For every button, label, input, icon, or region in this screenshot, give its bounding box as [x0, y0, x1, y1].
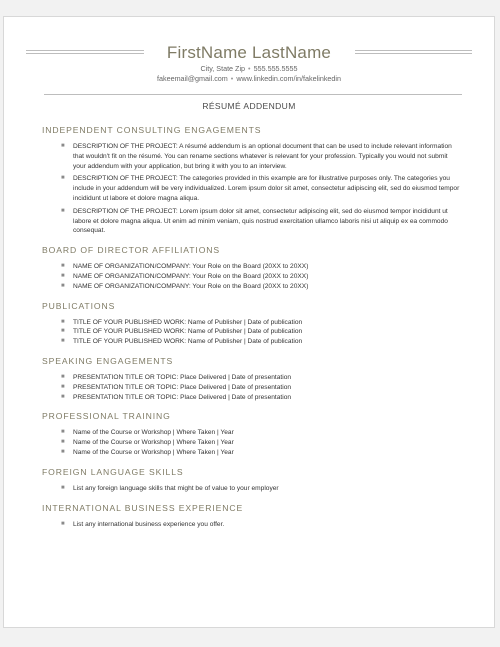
square-bullet-icon: ■ — [61, 520, 65, 527]
list-item-text: TITLE OF YOUR PUBLISHED WORK: Name of Publisher | Date of publication — [73, 318, 303, 326]
section-item-list — [42, 318, 462, 347]
list-item — [42, 327, 462, 337]
list-item — [42, 383, 462, 393]
section-heading: FOREIGN LANGUAGE SKILLS — [42, 466, 184, 477]
section-heading: INTERNATIONAL BUSINESS EXPERIENCE — [42, 502, 244, 513]
square-bullet-icon: ■ — [61, 282, 65, 289]
resume-header — [4, 17, 494, 81]
square-bullet-icon: ■ — [61, 272, 65, 279]
document-title: RÉSUMÉ ADDENDUM — [202, 101, 296, 111]
contact-linkedin[interactable]: www.linkedin.com/in/fakelinkedin — [236, 74, 341, 83]
contact-location: City, State Zip — [200, 64, 246, 73]
list-item-text: TITLE OF YOUR PUBLISHED WORK: Name of Publisher | Date of publication — [73, 328, 303, 336]
section-item-list — [42, 484, 462, 494]
list-item-text: Name of the Course or Workshop | Where Taken | Year — [73, 429, 234, 437]
list-item-text: NAME OF ORGANIZATION/COMPANY: Your Role on the Board (20XX to 20XX) — [73, 282, 309, 290]
list-item — [42, 142, 462, 171]
square-bullet-icon: ■ — [61, 263, 65, 270]
list-item — [42, 484, 462, 494]
list-item-text: List any international business experience you offer. — [73, 520, 225, 528]
contact-email[interactable]: fakeemail@gmail.com — [156, 74, 228, 83]
contact-separator: • — [248, 64, 251, 73]
list-item-text: DESCRIPTION OF THE PROJECT: A résumé addendum is an optional document that can be used to include relevant information that wouldn't fit on the résumé. You can rename sections whatever is relevant for your profession. Typically you would not submit your addendum with your application, but bring it with you to an interview. — [73, 143, 452, 170]
list-item-text: List any foreign language skills that might be of value to your employer — [73, 484, 279, 492]
section-heading: SPEAKING ENGAGEMENTS — [42, 355, 174, 366]
list-item — [42, 373, 462, 383]
list-item-text: Name of the Course or Workshop | Where Taken | Year — [73, 439, 234, 447]
section-heading: BOARD OF DIRECTOR AFFILIATIONS — [42, 245, 221, 256]
list-item — [42, 438, 462, 448]
square-bullet-icon: ■ — [61, 373, 65, 380]
list-item — [42, 448, 462, 458]
square-bullet-icon: ■ — [61, 439, 65, 446]
list-item — [42, 282, 462, 292]
contact-line-online — [4, 74, 494, 83]
resume-addendum-page — [3, 16, 495, 628]
list-item-text: Name of the Course or Workshop | Where Taken | Year — [73, 448, 234, 456]
candidate-name: FirstName LastName — [166, 43, 332, 62]
square-bullet-icon: ■ — [61, 448, 65, 455]
list-item-text: DESCRIPTION OF THE PROJECT: Lorem ipsum dolor sit amet, consectetur adipiscing elit, sed do eiusmod tempor incididunt ut labore et dolore magna aliqua. Ut enim ad minim veniam, quis nostrud exercitation ullamco laboris nisi ut aliquip ex ea commodo consequat. — [73, 207, 448, 235]
list-item — [42, 207, 462, 236]
list-item — [42, 520, 462, 530]
list-item-text: PRESENTATION TITLE OR TOPIC: Place Delivered | Date of presentation — [73, 373, 292, 381]
square-bullet-icon: ■ — [61, 429, 65, 436]
section-item-list — [42, 142, 462, 236]
section-heading: PROFESSIONAL TRAINING — [42, 411, 171, 422]
square-bullet-icon: ■ — [61, 484, 65, 491]
square-bullet-icon: ■ — [61, 393, 65, 400]
bottom-background-band — [0, 628, 500, 647]
section-item-list — [42, 520, 462, 530]
section-heading: INDEPENDENT CONSULTING ENGAGEMENTS — [42, 125, 262, 135]
section-item-list — [42, 373, 462, 402]
square-bullet-icon: ■ — [61, 328, 65, 335]
square-bullet-icon: ■ — [61, 207, 65, 214]
addendum-sections — [42, 125, 462, 538]
section-item-list — [42, 428, 462, 457]
list-item — [42, 393, 462, 403]
contact-phone: 555.555.5555 — [253, 64, 298, 73]
square-bullet-icon: ■ — [61, 318, 65, 325]
square-bullet-icon: ■ — [61, 383, 65, 390]
list-item-text: NAME OF ORGANIZATION/COMPANY: Your Role on the Board (20XX to 20XX) — [73, 272, 309, 280]
square-bullet-icon: ■ — [61, 338, 65, 345]
contact-separator: • — [230, 74, 234, 83]
list-item — [42, 318, 462, 328]
list-item — [42, 174, 462, 203]
square-bullet-icon: ■ — [61, 143, 65, 149]
section-item-list — [42, 262, 462, 291]
section-heading: PUBLICATIONS — [42, 300, 116, 311]
contact-line-address — [4, 64, 494, 73]
list-item — [42, 272, 462, 282]
header-divider — [44, 94, 462, 95]
list-item — [42, 337, 462, 347]
list-item-text: PRESENTATION TITLE OR TOPIC: Place Delivered | Date of presentation — [73, 393, 292, 401]
list-item-text: NAME OF ORGANIZATION/COMPANY: Your Role on the Board (20XX to 20XX) — [73, 263, 309, 271]
list-item-text: PRESENTATION TITLE OR TOPIC: Place Delivered | Date of presentation — [73, 383, 292, 391]
list-item — [42, 262, 462, 272]
list-item-text: TITLE OF YOUR PUBLISHED WORK: Name of Publisher | Date of publication — [73, 338, 303, 346]
list-item — [42, 428, 462, 438]
list-item-text: DESCRIPTION OF THE PROJECT: The categories provided in this example are for illustrative purposes only. The categories you include in your addendum will be very individualized. Lorem ipsum dolor sit amet, consectetur adipiscing elit, sed do eiusmod tempor incididunt ut labore et dolore magna aliqua. — [73, 175, 460, 202]
square-bullet-icon: ■ — [61, 175, 65, 182]
